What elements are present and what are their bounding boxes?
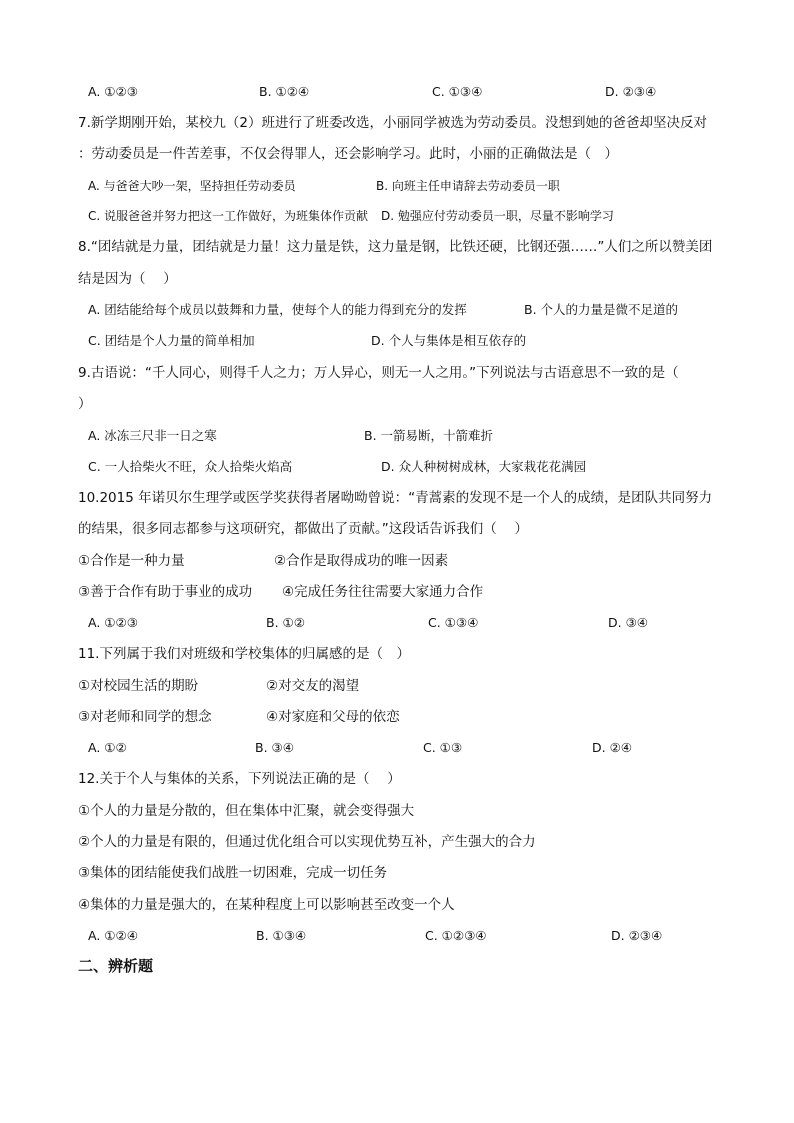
q9-stem-line1: 9.古语说：“千人同心，则得千人之力；万人异心，则无一人之用。”下列说法与古语意思不一致的是（ <box>78 365 679 381</box>
q9-options-row2 <box>88 458 728 476</box>
q7-option-b: B. 向班主任申请辞去劳动委员一职 <box>376 179 560 193</box>
q11-option-a: A. ①② <box>88 740 127 755</box>
q7-options-row2 <box>88 207 728 225</box>
q12-option-d: D. ②③④ <box>611 928 663 943</box>
q11-item-4: ④对家庭和父母的依恋 <box>266 709 400 725</box>
q10-item-1: ①合作是一种力量 <box>78 553 185 569</box>
q7-stem-line1: 7.新学期刚开始，某校九（2）班进行了班委改选，小丽同学被选为劳动委员。没想到她的爸爸却坚决反对 <box>78 115 707 131</box>
q10-option-b: B. ①② <box>266 615 305 630</box>
q7-option-a: A. 与爸爸大吵一架，坚持担任劳动委员 <box>88 179 296 193</box>
q10-item-4: ④完成任务往往需要大家通力合作 <box>282 584 484 600</box>
q10-stem-line1: 10.2015 年诺贝尔生理学或医学奖获得者屠呦呦曾说：“青蒿素的发现不是一个人的成绩，是团队共同努力 <box>78 490 713 506</box>
q8-option-b: B. 个人的力量是微不足道的 <box>524 302 679 317</box>
q6-option-b: B. ①②④ <box>259 84 310 99</box>
q11-stem: 11.下列属于我们对班级和学校集体的归属感的是（ ） <box>78 646 410 662</box>
q11-options <box>88 739 728 757</box>
q6-option-d: D. ②③④ <box>605 84 657 99</box>
q12-item-1: ①个人的力量是分散的，但在集体中汇聚，就会变得强大 <box>78 803 415 819</box>
q11-item-1: ①对校园生活的期盼 <box>78 678 199 694</box>
q7-options-row1 <box>88 177 728 195</box>
q8-stem-line1: 8.“团结就是力量，团结就是力量！这力量是铁，这力量是钢，比铁还硬，比钢还强……”人们之所以赞美团 <box>78 239 713 255</box>
q9-option-d: D. 众人种树树成林，大家栽花花满园 <box>381 459 587 474</box>
q8-option-a: A. 团结能给每个成员以鼓舞和力量，使每个人的能力得到充分的发挥 <box>88 302 467 317</box>
q9-option-b: B. 一箭易断，十箭难折 <box>364 428 494 443</box>
q8-option-c: C. 团结是个人力量的简单相加 <box>88 333 255 348</box>
q9-options-row1 <box>88 427 728 445</box>
q12-option-b: B. ①③④ <box>256 928 307 943</box>
q12-option-c: C. ①②③④ <box>425 928 487 943</box>
q10-option-c: C. ①③④ <box>428 615 479 630</box>
q8-options-row1 <box>88 301 728 319</box>
q8-options-row2 <box>88 332 728 350</box>
q11-option-b: B. ③④ <box>255 740 294 755</box>
q11-option-d: D. ②④ <box>592 740 632 755</box>
q12-item-2: ②个人的力量是有限的，但通过优化组合可以实现优势互补，产生强大的合力 <box>78 834 536 850</box>
q11-option-c: C. ①③ <box>423 740 463 755</box>
q9-option-a: A. 冰冻三尺非一日之寒 <box>88 428 217 443</box>
q10-option-d: D. ③④ <box>608 615 648 630</box>
q10-option-a: A. ①②③ <box>88 615 138 630</box>
q9-option-c: C. 一人拾柴火不旺，众人拾柴火焰高 <box>88 459 293 474</box>
q10-stem-line2: 的结果，很多同志都参与这项研究，都做出了贡献。”这段话告诉我们（ ） <box>78 521 529 537</box>
q12-option-a: A. ①②④ <box>88 928 138 943</box>
q12-item-4: ④集体的力量是强大的，在某种程度上可以影响甚至改变一个人 <box>78 897 455 913</box>
q6-option-a: A. ①②③ <box>88 84 138 99</box>
q10-item-2: ②合作是取得成功的唯一因素 <box>274 553 449 569</box>
section-heading: 二、辨析题 <box>78 957 154 975</box>
q12-options <box>88 927 728 945</box>
q6-option-c: C. ①③④ <box>432 84 483 99</box>
q10-options <box>88 614 728 632</box>
q12-stem: 12.关于个人与集体的关系，下列说法正确的是（ ） <box>78 771 401 787</box>
q10-item-3: ③善于合作有助于事业的成功 <box>78 584 253 600</box>
q9-stem-line2: ） <box>78 396 92 412</box>
q11-item-2: ②对交友的渴望 <box>266 678 360 694</box>
q7-stem-line2: ：劳动委员是一件苦差事，不仅会得罪人，还会影响学习。此时，小丽的正确做法是（ ） <box>78 146 618 162</box>
q8-option-d: D. 个人与集体是相互依存的 <box>371 333 527 348</box>
q7-option-d: D. 勉强应付劳动委员一职，尽量不影响学习 <box>381 209 614 223</box>
q8-stem-line2: 结是因为（ ） <box>78 271 177 287</box>
q12-item-3: ③集体的团结能使我们战胜一切困难，完成一切任务 <box>78 865 388 881</box>
q7-option-c: C. 说服爸爸并努力把这一工作做好，为班集体作贡献 <box>88 209 369 223</box>
q11-item-3: ③对老师和同学的想念 <box>78 709 212 725</box>
q6-options <box>88 83 728 101</box>
